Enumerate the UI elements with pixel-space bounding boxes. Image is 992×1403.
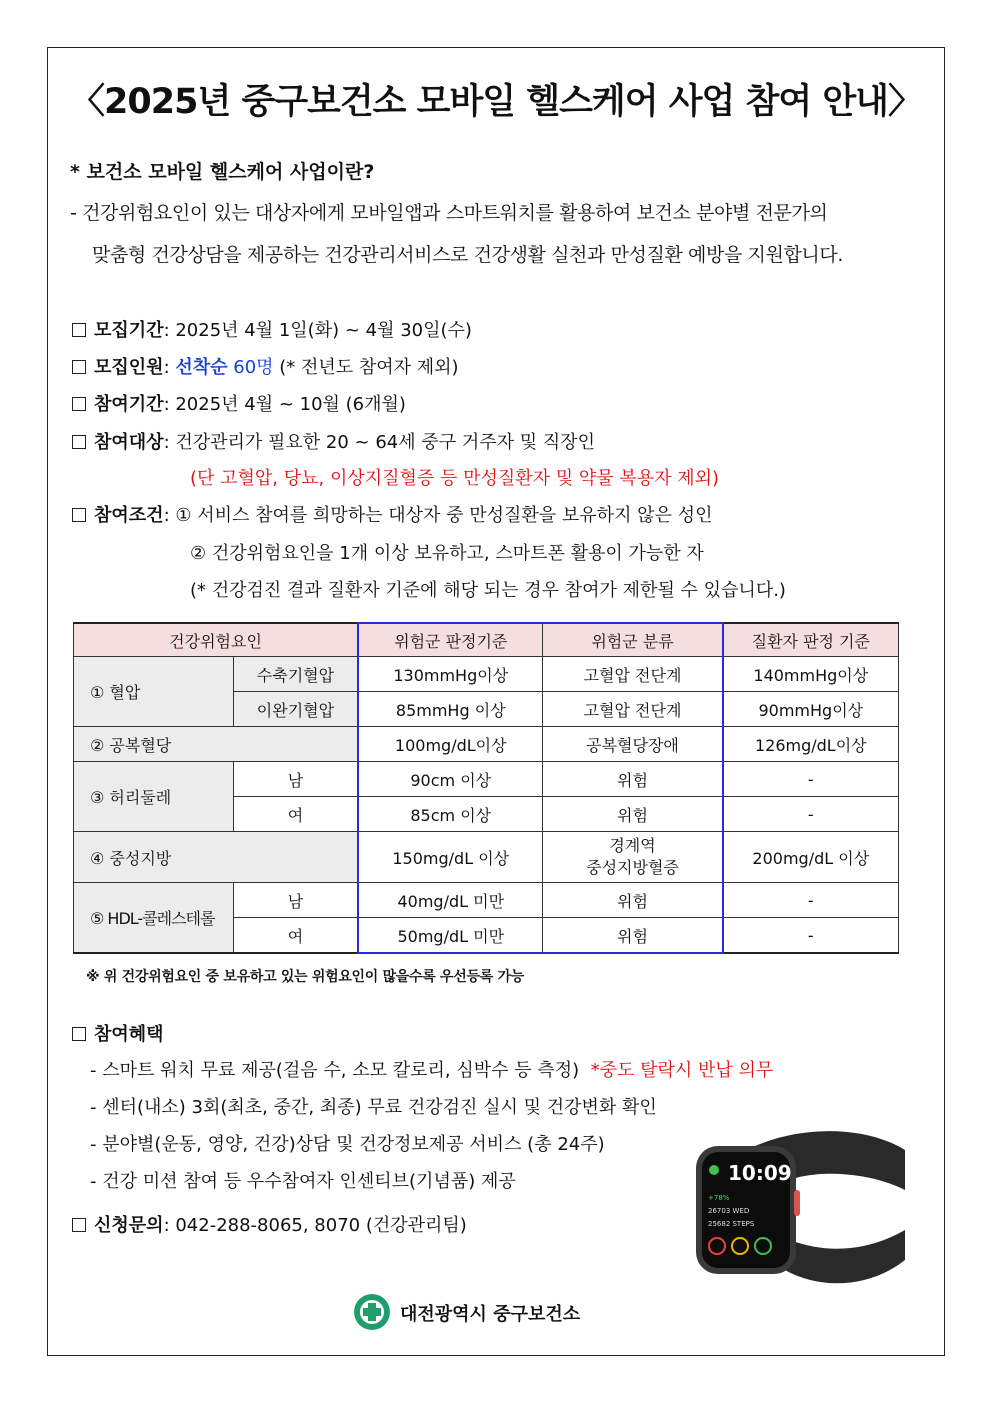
condition-label: 참여조건: [94, 505, 164, 526]
hdl-male-label: 남: [233, 883, 358, 918]
recruit-count-row: [72, 353, 459, 379]
tg-label: ④ 중성지방: [74, 832, 359, 883]
condition-3: (* 건강검진 결과 질환자 기준에 해당 되는 경우 참여가 제한될 수 있습니다.): [190, 580, 786, 601]
checkbox-icon: [72, 323, 86, 337]
table-row: [74, 657, 899, 692]
first-come-text: 선착순: [175, 357, 228, 378]
benefit-3: - 분야별(운동, 영양, 건강)상담 및 건강정보제공 서비스 (총 24주): [90, 1134, 605, 1155]
target-row: [72, 428, 595, 454]
waist-female-criteria: 85cm 이상: [358, 797, 543, 832]
hdl-female-label: 여: [233, 918, 358, 954]
bp-dia-disease: 90mmHg이상: [723, 692, 899, 727]
table-header-row: [74, 623, 899, 657]
benefit-1: [90, 1056, 773, 1082]
table-row: [74, 832, 899, 883]
glucose-disease: 126mg/dL이상: [723, 727, 899, 762]
benefit-2: - 센터(내소) 3회(최초, 중간, 최종) 무료 건강검진 실시 및 건강변화 확인: [90, 1097, 657, 1118]
bp-dia-criteria: 85mmHg 이상: [358, 692, 543, 727]
hdl-label: ⑤ HDL-콜레스테롤: [74, 883, 234, 954]
waist-male-criteria: 90cm 이상: [358, 762, 543, 797]
waist-female-class: 위험: [543, 797, 723, 832]
recruit-count-colon: :: [163, 357, 176, 378]
benefit-4: - 건강 미션 참여 등 우수참여자 인센티브(기념품) 제공: [90, 1171, 516, 1192]
header-risk-class: 위험군 분류: [543, 623, 723, 657]
hdl-male-criteria: 40mg/dL 미만: [358, 883, 543, 918]
bp-label: ① 혈압: [74, 657, 234, 727]
table-row: [74, 883, 899, 918]
target-label: 참여대상: [94, 432, 164, 453]
participation-period-label: 참여기간: [94, 394, 164, 415]
waist-male-label: 남: [233, 762, 358, 797]
header-risk-criteria: 위험군 판정기준: [358, 623, 543, 657]
waist-label: ③ 허리둘레: [74, 762, 234, 832]
clinic-name: 대전광역시 중구보건소: [400, 1304, 581, 1325]
waist-female-disease: -: [723, 797, 899, 832]
table-row: [74, 762, 899, 797]
priority-note: ※ 위 건강위험요인 중 보유하고 있는 위험요인이 많을수록 우선등록 가능: [86, 969, 524, 985]
recruit-count-label: 모집인원: [94, 357, 164, 378]
tg-class-line1: 경계역: [609, 836, 656, 855]
hdl-female-class: 위험: [543, 918, 723, 954]
target-value: : 건강관리가 필요한 20 ~ 64세 중구 거주자 및 직장인: [163, 432, 595, 453]
contact-row: [72, 1211, 467, 1237]
hdl-male-disease: -: [723, 883, 899, 918]
bp-dia-label: 이완기혈압: [233, 692, 358, 727]
target-exclusion: (단 고혈압, 당뇨, 이상지질혈증 등 만성질환자 및 약물 복용자 제외): [190, 468, 720, 489]
hdl-female-criteria: 50mg/dL 미만: [358, 918, 543, 954]
bp-sys-criteria: 130mmHg이상: [358, 657, 543, 692]
hdl-male-class: 위험: [543, 883, 723, 918]
recruit-count-note: (* 전년도 참여자 제외): [273, 357, 459, 378]
checkbox-icon: [72, 360, 86, 374]
bp-sys-disease: 140mmHg이상: [723, 657, 899, 692]
tg-disease: 200mg/dL 이상: [723, 832, 899, 883]
benefits-title: [72, 1020, 164, 1046]
intro-line-2: 맞춤형 건강상담을 제공하는 건강관리서비스로 건강생활 실천과 만성질환 예방을 지원합니다.: [92, 244, 843, 266]
checkbox-icon: [72, 1218, 86, 1232]
glucose-label: ② 공복혈당: [74, 727, 359, 762]
page-title: 〈2025년 중구보건소 모바일 헬스케어 사업 참여 안내〉: [70, 82, 922, 122]
bp-sys-class: 고혈압 전단계: [543, 657, 723, 692]
benefit-1-text: - 스마트 워치 무료 제공(걸음 수, 소모 칼로리, 심박수 등 측정): [90, 1060, 580, 1081]
glucose-class: 공복혈당장애: [543, 727, 723, 762]
checkbox-icon: [72, 435, 86, 449]
condition-row: [72, 501, 712, 527]
watch-line-1: +78%: [708, 1194, 730, 1202]
condition-1: : ① 서비스 참여를 희망하는 대상자 중 만성질환을 보유하지 않은 성인: [163, 505, 713, 526]
recruit-period-value: : 2025년 4월 1일(화) ~ 4월 30일(수): [163, 320, 472, 341]
recruit-period-label: 모집기간: [94, 320, 164, 341]
checkbox-icon: [72, 397, 86, 411]
watch-line-3: 25682 STEPS: [708, 1220, 755, 1228]
contact-label: 신청문의: [94, 1215, 164, 1236]
watch-line-2: 26703 WED: [708, 1207, 750, 1215]
tg-class: [543, 832, 723, 883]
recruit-count-number: 60명: [227, 357, 274, 378]
header-disease-criteria: 질환자 판정 기준: [723, 623, 899, 657]
table-row: [74, 727, 899, 762]
watch-time: 10:09: [728, 1161, 792, 1185]
recruit-period-row: [72, 316, 472, 342]
benefit-1-warning: *중도 탈락시 반납 의무: [590, 1060, 774, 1081]
header-risk-factor: 건강위험요인: [74, 623, 359, 657]
benefits-label: 참여혜택: [94, 1024, 164, 1045]
glucose-criteria: 100mg/dL이상: [358, 727, 543, 762]
participation-period-row: [72, 390, 406, 416]
tg-class-line2: 중성지방혈증: [586, 858, 679, 877]
contact-value: : 042-288-8065, 8070 (건강관리팀): [163, 1215, 467, 1236]
condition-2: ② 건강위험요인을 1개 이상 보유하고, 스마트폰 활용이 가능한 자: [190, 543, 704, 564]
waist-male-class: 위험: [543, 762, 723, 797]
checkbox-icon: [72, 508, 86, 522]
waist-female-label: 여: [233, 797, 358, 832]
risk-factor-table: [73, 622, 899, 954]
bp-dia-class: 고혈압 전단계: [543, 692, 723, 727]
hdl-female-disease: -: [723, 918, 899, 954]
checkbox-icon: [72, 1027, 86, 1041]
participation-period-value: : 2025년 4월 ~ 10월 (6개월): [163, 394, 406, 415]
smartwatch-image: [690, 1120, 910, 1310]
bp-sys-label: 수축기혈압: [233, 657, 358, 692]
waist-male-disease: -: [723, 762, 899, 797]
tg-criteria: 150mg/dL 이상: [358, 832, 543, 883]
intro-question: * 보건소 모바일 헬스케어 사업이란?: [70, 161, 375, 183]
intro-line-1: - 건강위험요인이 있는 대상자에게 모바일앱과 스마트워치를 활용하여 보건소 분야별 전문가의: [70, 202, 828, 224]
